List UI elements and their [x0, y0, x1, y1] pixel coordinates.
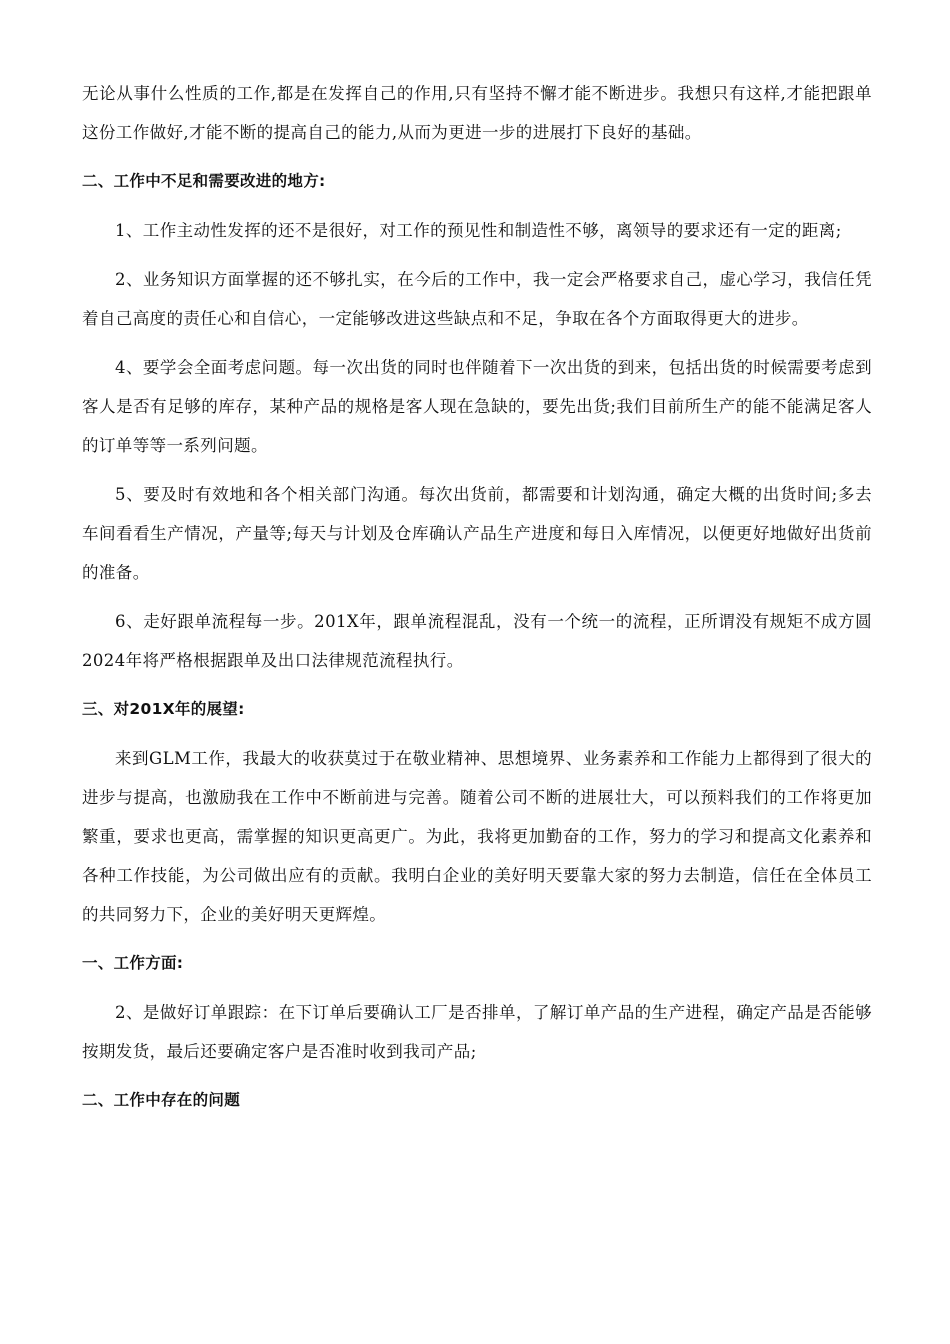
improvement-item-1: 1、工作主动性发挥的还不是很好，对工作的预见性和制造性不够，离领导的要求还有一定的距离; — [115, 221, 842, 240]
section-heading-outlook: 三、对201X年的展望: — [82, 700, 245, 718]
section-heading-work: 一、工作方面: — [82, 954, 184, 972]
work-item-2: 2、是做好订单跟踪：在下订单后要确认工厂是否排单，了解订单产品的生产进程，确定产品是否能够按期发货，最后还要确定客户是否准时收到我司产品; — [82, 1003, 872, 1061]
intro-paragraph: 无论从事什么性质的工作,都是在发挥自己的作用,只有坚持不懈才能不断进步。我想只有这样,才能把跟单这份工作做好,才能不断的提高自己的能力,从而为更进一步的进展打下良好的基础。 — [82, 84, 872, 142]
improvement-item-5: 5、要及时有效地和各个相关部门沟通。每次出货前，都需要和计划沟通，确定大概的出货时间;多去车间看看生产情况，产量等;每天与计划及仓库确认产品生产进度和每日入库情况，以便更好地做好出货前的准备。 — [82, 485, 872, 582]
section-heading-problems: 二、工作中存在的问题 — [82, 1091, 241, 1109]
outlook-paragraph: 来到GLM工作，我最大的收获莫过于在敬业精神、思想境界、业务素养和工作能力上都得到了很大的进步与提高，也激励我在工作中不断前进与完善。随着公司不断的进展壮大，可以预料我们的工作将更加繁重，要求也更高，需掌握的知识更高更广。为此，我将更加勤奋的工作，努力的学习和提高文化素养和各种工作技能，为公司做出应有的贡献。我明白企业的美好明天要靠大家的努力去制造，信任在全体员工的共同努力下，企业的美好明天更辉煌。 — [82, 749, 872, 924]
document-page — [82, 74, 872, 1130]
section-heading-improvements: 二、工作中不足和需要改进的地方: — [82, 172, 326, 190]
improvement-item-2: 2、业务知识方面掌握的还不够扎实，在今后的工作中，我一定会严格要求自己，虚心学习，我信任凭着自己高度的责任心和自信心，一定能够改进这些缺点和不足，争取在各个方面取得更大的进步。 — [82, 270, 872, 328]
improvement-item-6: 6、走好跟单流程每一步。201X年，跟单流程混乱，没有一个统一的流程，正所谓没有规矩不成方圆2024年将严格根据跟单及出口法律规范流程执行。 — [82, 612, 872, 670]
improvement-item-4: 4、要学会全面考虑问题。每一次出货的同时也伴随着下一次出货的到来，包括出货的时候需要考虑到客人是否有足够的库存，某种产品的规格是客人现在急缺的，要先出货;我们目前所生产的能不能满足客人的订单等等一系列问题。 — [82, 358, 872, 455]
